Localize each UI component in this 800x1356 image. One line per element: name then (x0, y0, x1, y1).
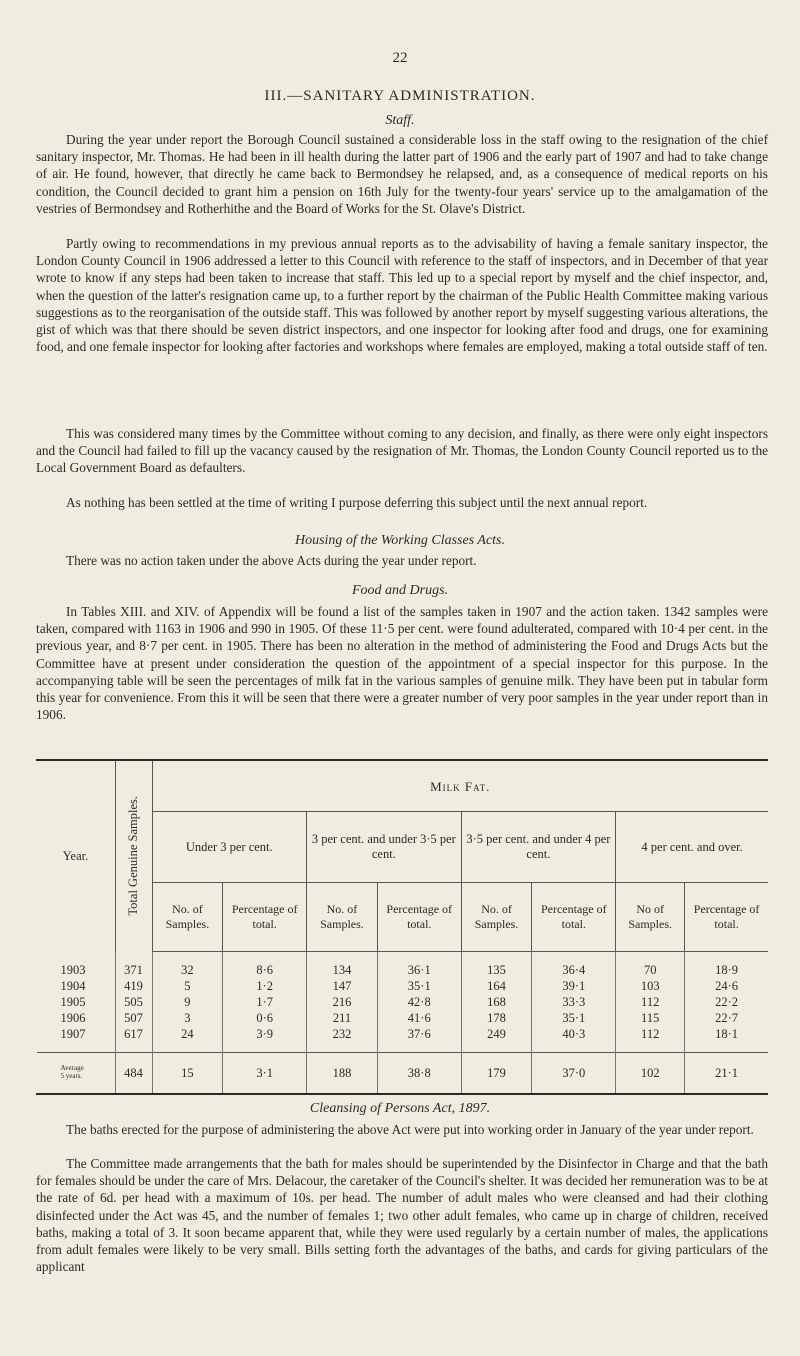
value-cell: 232 (307, 1026, 378, 1053)
table-row (37, 1026, 769, 1053)
staff-paragraph-3: This was considered many times by the Committee without coming to any decision, and finally, as there were only eight inspectors and the Council had failed to fill up the vacancy caused by the resignation of Mr. Thomas, the London County Council reported us to the Local Government Board as defaulters. (36, 426, 768, 476)
value-cell: 211 (307, 1010, 378, 1026)
value-cell: 216 (307, 994, 378, 1010)
table-row (37, 978, 769, 994)
value-cell: 24·6 (685, 978, 768, 994)
value-cell: 41·6 (377, 1010, 461, 1026)
value-cell: 102 (616, 1053, 685, 1095)
value-cell: 103 (616, 978, 685, 994)
value-cell: 40·3 (532, 1026, 616, 1053)
value-cell: 9 (152, 994, 223, 1010)
value-cell: 22·7 (685, 1010, 768, 1026)
total-cell: 419 (115, 978, 152, 994)
value-cell: 115 (616, 1010, 685, 1026)
sub-header: Percentage of total. (377, 883, 461, 952)
value-cell: 42·8 (377, 994, 461, 1010)
value-cell: 168 (461, 994, 532, 1010)
section-title: III.—SANITARY ADMINISTRATION. (264, 88, 536, 104)
total-cell: 617 (115, 1026, 152, 1053)
cleansing-paragraph-1: The baths erected for the purpose of administering the above Act were put into working order in January of the year under report. (66, 1122, 754, 1137)
table-row (37, 1010, 769, 1026)
value-cell: 35·1 (532, 1010, 616, 1026)
value-cell: 112 (616, 994, 685, 1010)
value-cell: 135 (461, 952, 532, 979)
year-cell: 1907 (37, 1026, 116, 1053)
value-cell: 164 (461, 978, 532, 994)
value-cell: 8·6 (223, 952, 307, 979)
value-cell: 1·2 (223, 978, 307, 994)
value-cell: 21·1 (685, 1053, 768, 1095)
total-genuine-samples-header: Total Genuine Samples. (126, 796, 140, 917)
value-cell: 18·9 (685, 952, 768, 979)
milk-fat-table (36, 759, 768, 1095)
value-cell: 32 (152, 952, 223, 979)
sub-header: No. of Samples. (152, 883, 223, 952)
value-cell: 249 (461, 1026, 532, 1053)
year-cell: 1903 (37, 952, 116, 979)
value-cell: 179 (461, 1053, 532, 1095)
staff-paragraph-2: Partly owing to recommendations in my previous annual reports as to the advisability of having a female sanitary inspector, the London County Council in 1906 addressed a letter to this Council with reference to the staff of inspectors, and in December of that year wrote to know if any steps had been taken to increase that staff. This led up to a special report by myself and the chief inspector, and, when the question of the latter's resignation came up, to a further report by the chairman of the Public Health Committee making various suggestions as to the reorganisation of the outside staff. This was followed by another report by myself suggesting various alterations, the gist of which was that there should be seven district inspectors, and one inspector for looking after food and drugs, one for examining food, and one female inspector for looking after factories and workshops where females are employed, making a total outside staff of ten. (36, 236, 768, 355)
value-cell: 0·6 (223, 1010, 307, 1026)
value-cell: 178 (461, 1010, 532, 1026)
value-cell: 15 (152, 1053, 223, 1095)
total-cell: 484 (115, 1053, 152, 1095)
value-cell: 35·1 (377, 978, 461, 994)
total-cell: 505 (115, 994, 152, 1010)
page-number: 22 (392, 50, 408, 66)
average-label: Average (60, 1064, 84, 1072)
group-header-under-3: Under 3 per cent. (152, 812, 307, 883)
value-cell: 1·7 (223, 994, 307, 1010)
milk-fat-header: Milk Fat. (152, 761, 768, 812)
staff-paragraph-4: As nothing has been settled at the time of writing I purpose deferring this subject until the next annual report. (66, 495, 648, 510)
value-cell: 37·0 (532, 1053, 616, 1095)
year-header: Year. (37, 761, 116, 952)
value-cell: 134 (307, 952, 378, 979)
value-cell: 24 (152, 1026, 223, 1053)
average-period-label: 5 years. (60, 1072, 83, 1080)
milk-fat-table-wrapper (36, 759, 768, 1095)
value-cell: 36·4 (532, 952, 616, 979)
staff-paragraph-1: During the year under report the Borough Council sustained a considerable loss in the staff owing to the resignation of the chief sanitary inspector, Mr. Thomas. He had been in ill health during the latter part of 1906 and the early part of 1907 and had to take change of air. He found, however, that directly he came back to Bermondsey he relapsed, and, as a consequence of medical reports on his condition, the Council decided to grant him a pension on 16th July for the twenty-four years' service up to the amalgamation of the vestries of Bermondsey and Rotherhithe and the Board of Works for the St. Olave's District. (36, 132, 768, 216)
housing-paragraph: There was no action taken under the above Acts during the year under report. (66, 553, 477, 568)
value-cell: 5 (152, 978, 223, 994)
sub-header: No. of Samples. (307, 883, 378, 952)
value-cell: 18·1 (685, 1026, 768, 1053)
group-header-3-to-3-5: 3 per cent. and under 3·5 per cent. (307, 812, 462, 883)
year-cell: 1904 (37, 978, 116, 994)
average-row (37, 1053, 769, 1095)
cleansing-paragraph-2: The Committee made arrangements that the bath for males should be superintended by the Disinfector in Charge and that the bath for females should be under the care of Mrs. Delacour, the caretaker of the Council's shelter. It was decided her remuneration was to be at the rate of 6d. per head with a maximum of 10s. per head. The number of adult males who were cleansed and had their clothing disinfected under the Act was 45, and the number of females 1; two other adult females, who came up in charge of children, received baths, making a total of 3. It soon became apparent that, while they were used regularly by a certain number of males, the applications from adult females were likely to be very small. Bills setting forth the advantages of the baths, and cards for giving particulars of the applicant (36, 1156, 768, 1275)
value-cell: 147 (307, 978, 378, 994)
value-cell: 37·6 (377, 1026, 461, 1053)
total-cell: 507 (115, 1010, 152, 1026)
value-cell: 112 (616, 1026, 685, 1053)
housing-heading: Housing of the Working Classes Acts. (294, 533, 505, 548)
table-row (37, 994, 769, 1010)
value-cell: 3·9 (223, 1026, 307, 1053)
year-cell: 1906 (37, 1010, 116, 1026)
food-paragraph: In Tables XIII. and XIV. of Appendix will be found a list of the samples taken in 1907 and the action taken. 1342 samples were taken, compared with 1163 in 1906 and 990 in 1905. Of these 11·5 per cent. were found adulterated, compared with 10·4 per cent. in the previous year, and 8·7 per cent. in 1905. There has been no alteration in the method of administering the Food and Drugs Acts but the Committee have at present under consideration the question of the appointment of a special inspector for this purpose. In the accompanying table will be seen the percentages of milk fat in the various samples of genuine milk. They have been put in tabular form this year for convenience. From this it will be seen that there were a greater number of very poor samples in the year under report than in 1906. (36, 604, 768, 723)
staff-heading: Staff. (385, 113, 415, 128)
value-cell: 188 (307, 1053, 378, 1095)
value-cell: 70 (616, 952, 685, 979)
value-cell: 33·3 (532, 994, 616, 1010)
sub-header: Percentage of total. (223, 883, 307, 952)
value-cell: 22·2 (685, 994, 768, 1010)
value-cell: 3 (152, 1010, 223, 1026)
table-row (37, 952, 769, 979)
sub-header: No of Samples. (616, 883, 685, 952)
sub-header: Percentage of total. (685, 883, 768, 952)
year-cell: 1905 (37, 994, 116, 1010)
value-cell: 3·1 (223, 1053, 307, 1095)
value-cell: 36·1 (377, 952, 461, 979)
value-cell: 39·1 (532, 978, 616, 994)
sub-header: No. of Samples. (461, 883, 532, 952)
sub-header: Percentage of total. (532, 883, 616, 952)
group-header-3-5-to-4: 3·5 per cent. and under 4 per cent. (461, 812, 616, 883)
food-heading: Food and Drugs. (351, 583, 449, 598)
cleansing-heading: Cleansing of Persons Act, 1897. (309, 1101, 491, 1116)
total-cell: 371 (115, 952, 152, 979)
group-header-4-and-over: 4 per cent. and over. (616, 812, 768, 883)
value-cell: 38·8 (377, 1053, 461, 1095)
